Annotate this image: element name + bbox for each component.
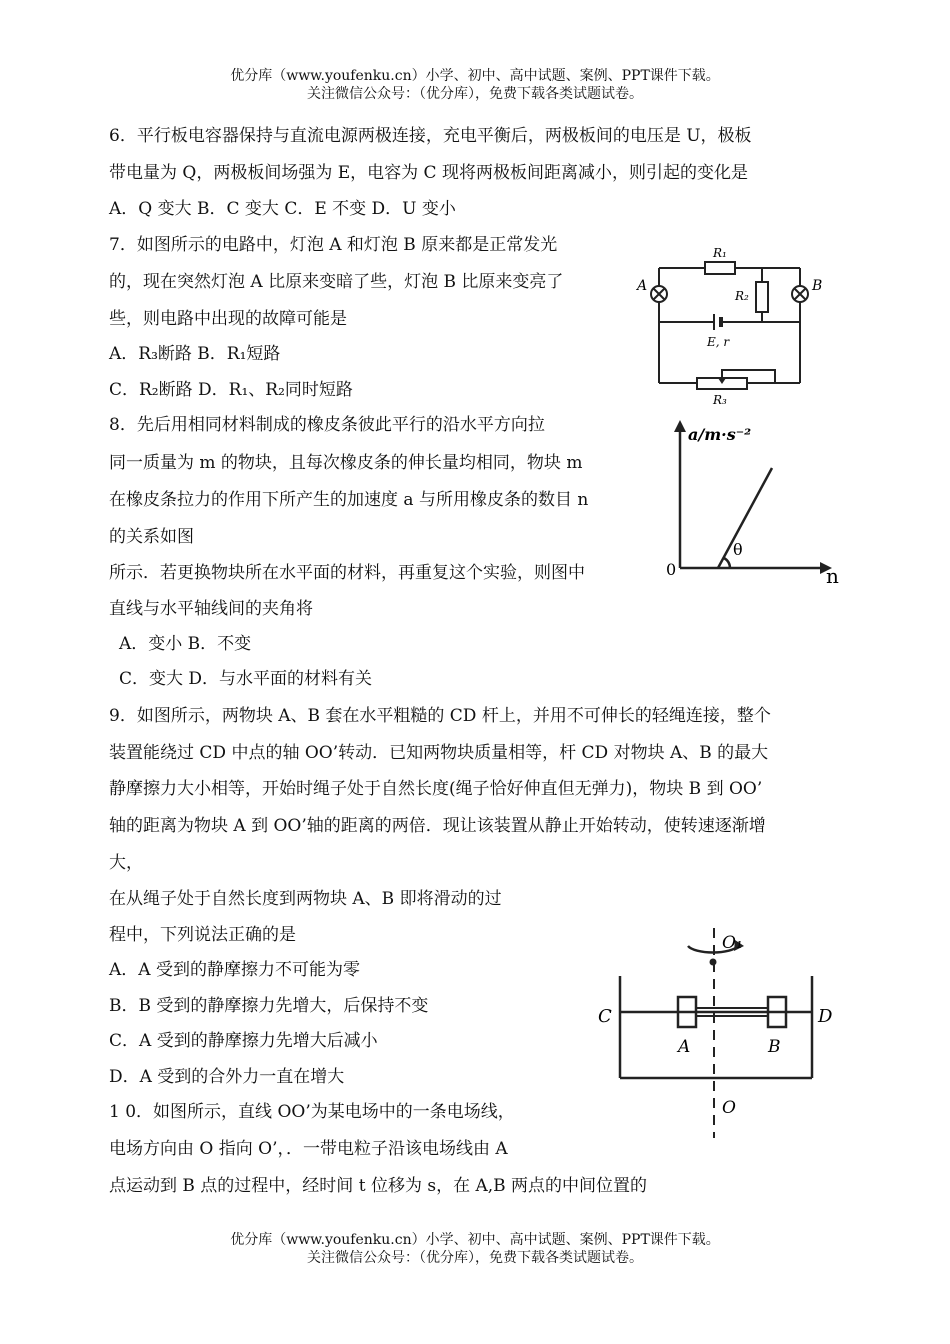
resistor-r2: [756, 282, 768, 312]
q8-line-1: 8．先后用相同材料制成的橡皮条彼此平行的沿水平方向拉: [109, 415, 545, 435]
angle-arc: [724, 558, 730, 568]
data-line: [718, 468, 772, 568]
q6-line-2: 带电量为 Q，两极板间场强为 E，电容为 C 现将两极板间距离减小，则引起的变化是: [109, 163, 748, 183]
q7-line-2: 的，现在突然灯泡 A 比原来变暗了些，灯泡 B 比原来变亮了: [109, 272, 564, 292]
q9-option-a: A．A 受到的静摩擦力不可能为零: [109, 960, 360, 980]
label-r3: R₃: [713, 393, 727, 407]
q9-option-b: B．B 受到的静摩擦力先增大，后保持不变: [109, 996, 429, 1016]
label-o1: O₁: [722, 933, 743, 953]
q10-line-1: 1 0．如图所示，直线 OO’为某电场中的一条电场线，: [109, 1102, 515, 1122]
q6-line-1: 6．平行板电容器保持与直流电源两极连接，充电平衡后，两极板间的电压是 U，极板: [109, 126, 752, 146]
acceleration-graph: [660, 418, 845, 588]
slider-arrow: [718, 378, 726, 384]
q10-line-3: 点运动到 B 点的过程中，经时间 t 位移为 s，在 A,B 两点的中间位置的: [109, 1176, 648, 1196]
q6-options: A．Q 变大 B．C 变大 C．E 不变 D．U 变小: [109, 199, 456, 219]
q9-line-4: 轴的距离为物块 A 到 OO’轴的距离的两倍．现让该装置从静止开始转动，使转速逐渐增: [109, 816, 766, 836]
rotating-rod-diagram: [592, 918, 842, 1143]
footer-line-1: 优分库（www.youfenku.cn）小学、初中、高中试题、案例、PPT课件下载。: [230, 1232, 720, 1248]
q8-options-cd: C．变大 D．与水平面的材料有关: [119, 669, 373, 689]
q8-line-5: 所示．若更换物块所在水平面的材料，再重复这个实验，则图中: [109, 563, 585, 583]
label-o: O: [722, 1098, 736, 1118]
q8-line-4: 的关系如图: [109, 527, 194, 547]
q10-line-2: 电场方向由 O 指向 O’，．一带电粒子沿该电场线由 A: [109, 1139, 508, 1159]
q8-options-ab: A．变小 B．不变: [119, 634, 252, 654]
q9-line-1: 9．如图所示，两物块 A、B 套在水平粗糙的 CD 杆上，并用不可伸长的轻绳连接，整个: [109, 706, 771, 726]
q7-line-1: 7．如图所示的电路中，灯泡 A 和灯泡 B 原来都是正常发光: [109, 235, 558, 255]
header-line-2: 关注微信公众号：（优分库），免费下载各类试题试卷。: [307, 86, 643, 102]
q7-options-cd: C．R₂断路 D．R₁、R₂同时短路: [109, 380, 353, 400]
q9-option-d: D．A 受到的合外力一直在增大: [109, 1067, 345, 1087]
q9-line-7: 程中，下列说法正确的是: [109, 925, 296, 945]
q7-options-ab: A．R₃断路 B．R₁短路: [109, 344, 281, 364]
q8-line-2: 同一质量为 m 的物块，且每次橡皮条的伸长量均相同，物块 m: [109, 453, 583, 473]
q9-line-6: 在从绳子处于自然长度到两物块 A、B 即将滑动的过: [109, 889, 502, 909]
label-r1: R₁: [713, 246, 727, 260]
q8-line-6: 直线与水平轴线间的夹角将: [109, 599, 313, 619]
x-axis-label: n: [826, 564, 839, 588]
q9-line-3: 静摩擦力大小相等，开始时绳子处于自然长度(绳子恰好伸直但无弹力)，物块 B 到 OO’: [109, 779, 763, 799]
label-block-b: B: [768, 1037, 781, 1057]
y-axis-label: a/m·s⁻²: [688, 425, 752, 444]
axis-point: [710, 959, 717, 966]
label-c: C: [598, 1006, 612, 1027]
label-bulb-a: A: [637, 278, 648, 294]
angle-label: θ: [733, 540, 743, 559]
header-line-1: 优分库（www.youfenku.cn）小学、初中、高中试题、案例、PPT课件下载。: [230, 68, 720, 84]
label-r2: R₂: [735, 289, 749, 303]
q7-line-3: 些，则电路中出现的故障可能是: [109, 309, 347, 329]
label-d: D: [818, 1006, 833, 1027]
q8-line-3: 在橡皮条拉力的作用下所产生的加速度 a 与所用橡皮条的数目 n: [109, 490, 589, 510]
label-source: E, r: [707, 335, 730, 349]
circuit-diagram: [625, 238, 830, 408]
label-block-a: A: [678, 1037, 691, 1057]
label-bulb-b: B: [812, 278, 823, 294]
y-axis-arrow: [674, 420, 686, 432]
q9-line-5: 大，: [109, 853, 143, 873]
origin-label: 0: [666, 560, 677, 579]
footer-line-2: 关注微信公众号：（优分库），免费下载各类试题试卷。: [307, 1250, 643, 1266]
resistor-r1: [705, 262, 735, 274]
q9-option-c: C．A 受到的静摩擦力先增大后减小: [109, 1031, 378, 1051]
q9-line-2: 装置能绕过 CD 中点的轴 OO’转动．已知两物块质量相等，杆 CD 对物块 A、B 的最大: [109, 743, 769, 763]
